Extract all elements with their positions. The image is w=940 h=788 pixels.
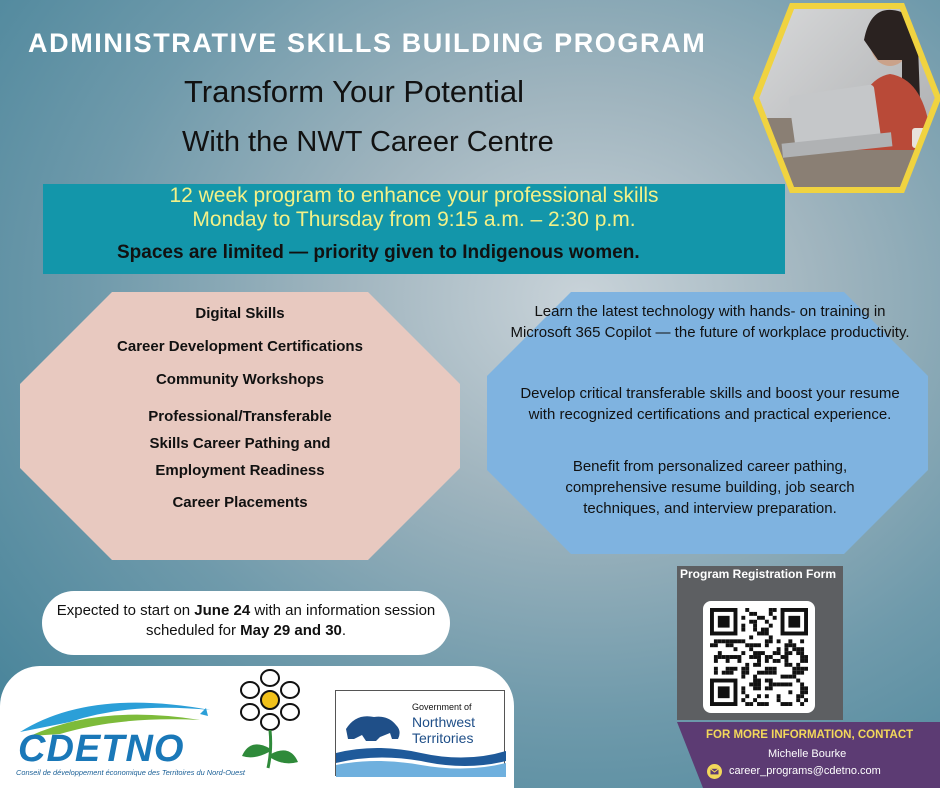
feature-career-certifications: Career Development Certifications xyxy=(117,338,363,355)
start-date-box xyxy=(42,591,450,655)
gnwt-northwest-text: Northwest xyxy=(412,714,476,730)
benefit-transferable-skills: Develop critical transferable skills and boost your resume with recognized certifications and practical experience. xyxy=(520,385,900,423)
contact-heading: FOR MORE INFORMATION, CONTACT xyxy=(706,729,914,741)
cdetno-wordmark: CDETNO xyxy=(18,728,185,770)
registration-qr-code[interactable] xyxy=(703,601,815,713)
feature-career-placements: Career Placements xyxy=(172,494,308,511)
start-date-text xyxy=(42,601,450,641)
start-suffix: . xyxy=(341,622,347,639)
feature-career-pathing: Skills Career Pathing and xyxy=(149,435,331,452)
feature-professional-transferable: Professional/Transferable xyxy=(148,408,332,425)
flower-emblem-icon xyxy=(232,668,308,780)
start-prefix: Expected to start on xyxy=(56,602,195,619)
qr-code-icon xyxy=(710,608,808,706)
contact-name: Michelle Bourke xyxy=(768,748,847,760)
banner-duration: 12 week program to enhance your professional skills xyxy=(169,184,659,207)
cdetno-tagline: Conseil de développement économique des Territoires du Nord-Ouest xyxy=(16,768,245,777)
benefit-career-pathing: Benefit from personalized career pathing, comprehensive resume building, job search techniques, and interview preparation. xyxy=(565,458,855,517)
participant-photo xyxy=(752,0,940,196)
feature-community-workshops: Community Workshops xyxy=(155,371,325,388)
start-date: June 24 xyxy=(194,602,251,619)
start-middle: with an information session scheduled for xyxy=(145,602,436,639)
banner-schedule: Monday to Thursday from 9:15 a.m. – 2:30 p.m. xyxy=(192,208,636,231)
feature-employment-readiness: Employment Readiness xyxy=(155,462,325,479)
gnwt-government-text: Government of xyxy=(412,702,472,712)
contact-email-link[interactable]: career_programs@cdetno.com xyxy=(729,765,881,777)
subtitle-transform: Transform Your Potential xyxy=(184,74,525,109)
benefit-copilot: Learn the latest technology with hands- on training in Microsoft 365 Copilot — the future of workplace productivity. xyxy=(510,303,910,341)
features-panel xyxy=(20,292,460,560)
banner-priority: Spaces are limited — priority given to Indigenous women. xyxy=(117,242,640,263)
mail-icon xyxy=(707,764,722,779)
program-banner xyxy=(43,184,785,274)
feature-digital-skills: Digital Skills xyxy=(195,305,285,322)
session-dates: May 29 and 30 xyxy=(240,622,342,639)
subtitle-career-centre: With the NWT Career Centre xyxy=(182,126,554,158)
gnwt-territories-text: Territories xyxy=(412,730,474,746)
program-title: ADMINISTRATIVE SKILLS BUILDING PROGRAM xyxy=(28,28,707,58)
registration-label: Program Registration Form xyxy=(680,567,837,581)
